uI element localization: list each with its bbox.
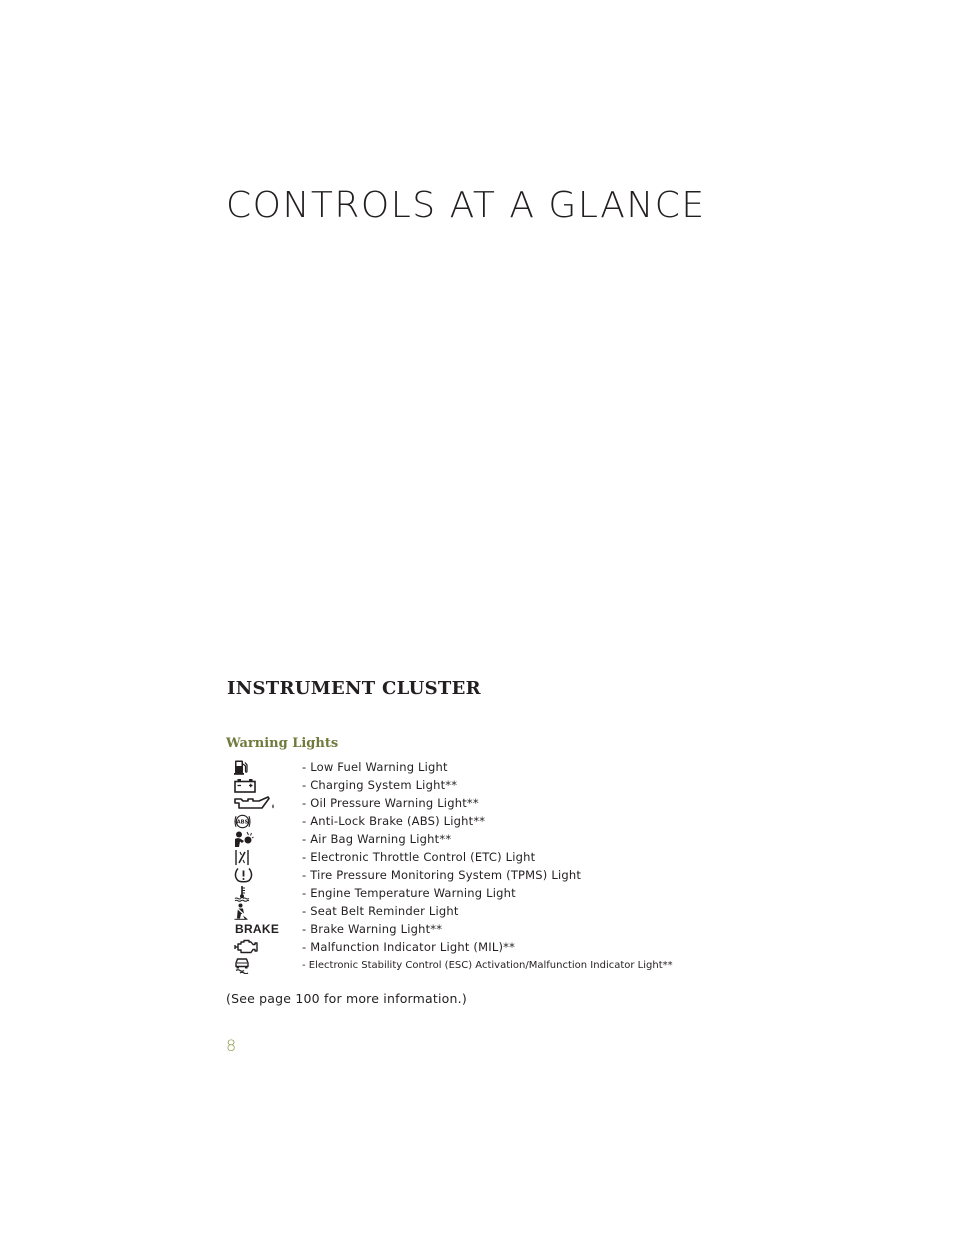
- tire-pressure-icon: [234, 866, 302, 884]
- list-item: [234, 776, 673, 794]
- warning-lights-list: [234, 758, 673, 974]
- brake-text-icon: [234, 920, 302, 938]
- list-item: [234, 956, 673, 974]
- airbag-icon: [234, 830, 302, 848]
- list-item: [234, 884, 673, 902]
- subsection-title: Warning Lights: [226, 736, 339, 751]
- oil-can-icon: [234, 794, 302, 812]
- light-label: - Seat Belt Reminder Light: [302, 904, 459, 918]
- list-item: [234, 758, 673, 776]
- see-page-footnote: (See page 100 for more information.): [226, 991, 467, 1006]
- light-label: - Malfunction Indicator Light (MIL)**: [302, 940, 516, 954]
- seat-belt-icon: [234, 902, 302, 920]
- brake-icon-text: BRAKE: [235, 922, 280, 936]
- light-label: - Charging System Light**: [302, 778, 458, 792]
- check-engine-icon: [234, 938, 302, 956]
- stability-control-icon: [234, 956, 302, 974]
- light-label: - Engine Temperature Warning Light: [302, 886, 516, 900]
- light-label: - Anti-Lock Brake (ABS) Light**: [302, 814, 486, 828]
- light-label: - Tire Pressure Monitoring System (TPMS) Light: [302, 868, 582, 882]
- list-item: [234, 794, 673, 812]
- abs-icon: [234, 812, 302, 830]
- engine-temperature-icon: [234, 884, 302, 902]
- list-item: [234, 920, 673, 938]
- light-label: - Electronic Throttle Control (ETC) Light: [302, 850, 536, 864]
- throttle-control-icon: [234, 848, 302, 866]
- light-label: - Brake Warning Light**: [302, 922, 443, 936]
- page-number: 8: [226, 1036, 237, 1055]
- svg-text:ABS: ABS: [236, 818, 249, 825]
- section-title: INSTRUMENT CLUSTER: [227, 678, 481, 699]
- list-item: [234, 938, 673, 956]
- list-item: [234, 812, 673, 830]
- list-item: [234, 866, 673, 884]
- light-label: - Oil Pressure Warning Light**: [302, 796, 479, 810]
- light-label: - Air Bag Warning Light**: [302, 832, 452, 846]
- page-header-title: CONTROLS AT A GLANCE: [226, 185, 706, 226]
- light-label: - Electronic Stability Control (ESC) Activation/Malfunction Indicator Light**: [302, 959, 673, 971]
- light-label: - Low Fuel Warning Light: [302, 760, 448, 774]
- list-item: [234, 848, 673, 866]
- list-item: [234, 830, 673, 848]
- battery-icon: [234, 776, 302, 794]
- list-item: [234, 902, 673, 920]
- fuel-pump-icon: [234, 758, 302, 776]
